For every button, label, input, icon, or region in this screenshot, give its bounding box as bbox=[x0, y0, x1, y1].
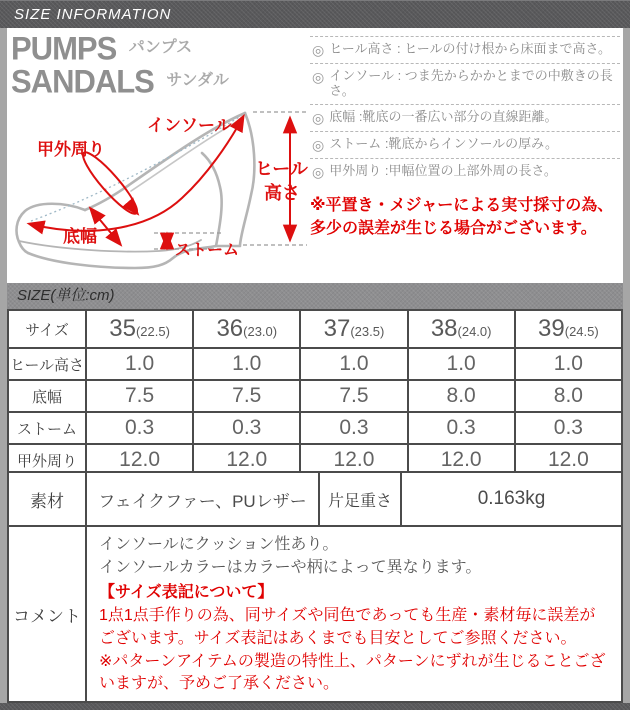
size-column-36: 36(23.0) bbox=[193, 310, 300, 348]
comment-red-line: 1点1点手作りの為、同サイズや同色であっても生産・素材毎に誤差がございます。サイズ表記はあくまでも目安としてご参照ください。 bbox=[99, 607, 596, 647]
size-column-37: 37(23.5) bbox=[300, 310, 407, 348]
weight-value: 0.163kg bbox=[401, 472, 622, 526]
comment-table bbox=[7, 525, 623, 703]
comment-label: コメント bbox=[8, 526, 86, 702]
title-pumps-kana: パンプス bbox=[128, 39, 193, 56]
size-information-title: SIZE INFORMATION bbox=[14, 6, 172, 23]
comment-size-notice-heading: 【サイズ表記について】 bbox=[99, 584, 274, 602]
comment-line: インソールにクッション性あり。 bbox=[99, 536, 339, 553]
upper-girth-label: 甲外周り bbox=[37, 140, 105, 159]
diagram-panel bbox=[7, 28, 623, 283]
table-row-upper-girth: 甲外周り 12.0 12.0 12.0 12.0 12.0 bbox=[8, 444, 622, 476]
title-pumps: PUMPS bbox=[11, 29, 117, 67]
size-column-38: 38(24.0) bbox=[408, 310, 515, 348]
legend-item-storm bbox=[310, 131, 620, 158]
insole-label: インソール bbox=[147, 116, 232, 135]
size-section-title: SIZE(単位:cm) bbox=[17, 287, 115, 304]
material-label: 素材 bbox=[8, 472, 86, 526]
product-type-title bbox=[11, 29, 229, 100]
size-column-39: 39(24.5) bbox=[515, 310, 622, 348]
size-table-corner: サイズ bbox=[8, 310, 86, 348]
title-sandals-kana: サンダル bbox=[166, 72, 229, 89]
size-section-bar bbox=[7, 283, 623, 309]
double-circle-icon: ◎ bbox=[312, 42, 325, 58]
comment-line: インソールカラーはカラーや柄によって異なります。 bbox=[99, 558, 482, 576]
legend-text: インソール : つま先からかかとまでの中敷きの長さ。 bbox=[329, 68, 613, 99]
legend-text: ヒール高さ : ヒールの付け根から床面まで高さ。 bbox=[329, 41, 611, 56]
double-circle-icon: ◎ bbox=[312, 137, 325, 154]
title-sandals: SANDALS bbox=[11, 62, 154, 100]
table-row-sole-width: 底幅 7.5 7.5 7.5 8.0 8.0 bbox=[8, 380, 622, 412]
sole-width-label: 底幅 bbox=[63, 227, 97, 246]
material-value: フェイクファー、PUレザー bbox=[86, 472, 319, 526]
legend-text: 甲外周り :甲幅位置の上部外周の長さ。 bbox=[329, 163, 557, 179]
shoe-measurement-diagram bbox=[7, 103, 309, 281]
storm-label: ストーム bbox=[175, 242, 240, 259]
material-table bbox=[7, 471, 623, 527]
diagram-labels bbox=[37, 116, 309, 259]
double-circle-icon: ◎ bbox=[312, 164, 325, 181]
size-column-35: 35(22.5) bbox=[86, 310, 193, 348]
table-row-comment bbox=[8, 526, 622, 702]
legend-item-sole-width bbox=[310, 104, 620, 131]
table-row-heel-height: ヒール高さ 1.0 1.0 1.0 1.0 1.0 bbox=[8, 348, 622, 380]
legend-text: ストーム :靴底からインソールの厚み。 bbox=[329, 136, 558, 152]
heel-height-label-2: 高さ bbox=[264, 183, 300, 203]
bottom-bar bbox=[0, 703, 630, 710]
legend-text: 底幅 :靴底の一番広い部分の直線距離。 bbox=[329, 108, 558, 124]
measurement-disclaimer: ※平置き・メジャーによる実寸採寸の為、多少の誤差が生じる場合がございます。 bbox=[310, 197, 614, 238]
measurement-legend bbox=[310, 36, 620, 241]
comment-red-line: ※パターンアイテムの製造の特性上、パターンにずれが生じることございますが、予めご了承ください。 bbox=[99, 652, 606, 693]
table-row-material bbox=[8, 472, 622, 526]
legend-item-upper-girth bbox=[310, 158, 620, 185]
weight-label: 片足重さ bbox=[319, 472, 401, 526]
size-table bbox=[7, 309, 623, 477]
heel-height-label-1: ヒール bbox=[255, 159, 308, 179]
size-table-header-row bbox=[8, 310, 622, 348]
size-information-header bbox=[0, 0, 630, 28]
double-circle-icon: ◎ bbox=[312, 109, 325, 126]
legend-item-insole bbox=[310, 63, 620, 104]
double-circle-icon: ◎ bbox=[312, 69, 325, 86]
table-row-storm: ストーム 0.3 0.3 0.3 0.3 0.3 bbox=[8, 412, 622, 444]
legend-item-heel-height bbox=[310, 36, 620, 63]
comment-content bbox=[86, 526, 622, 702]
